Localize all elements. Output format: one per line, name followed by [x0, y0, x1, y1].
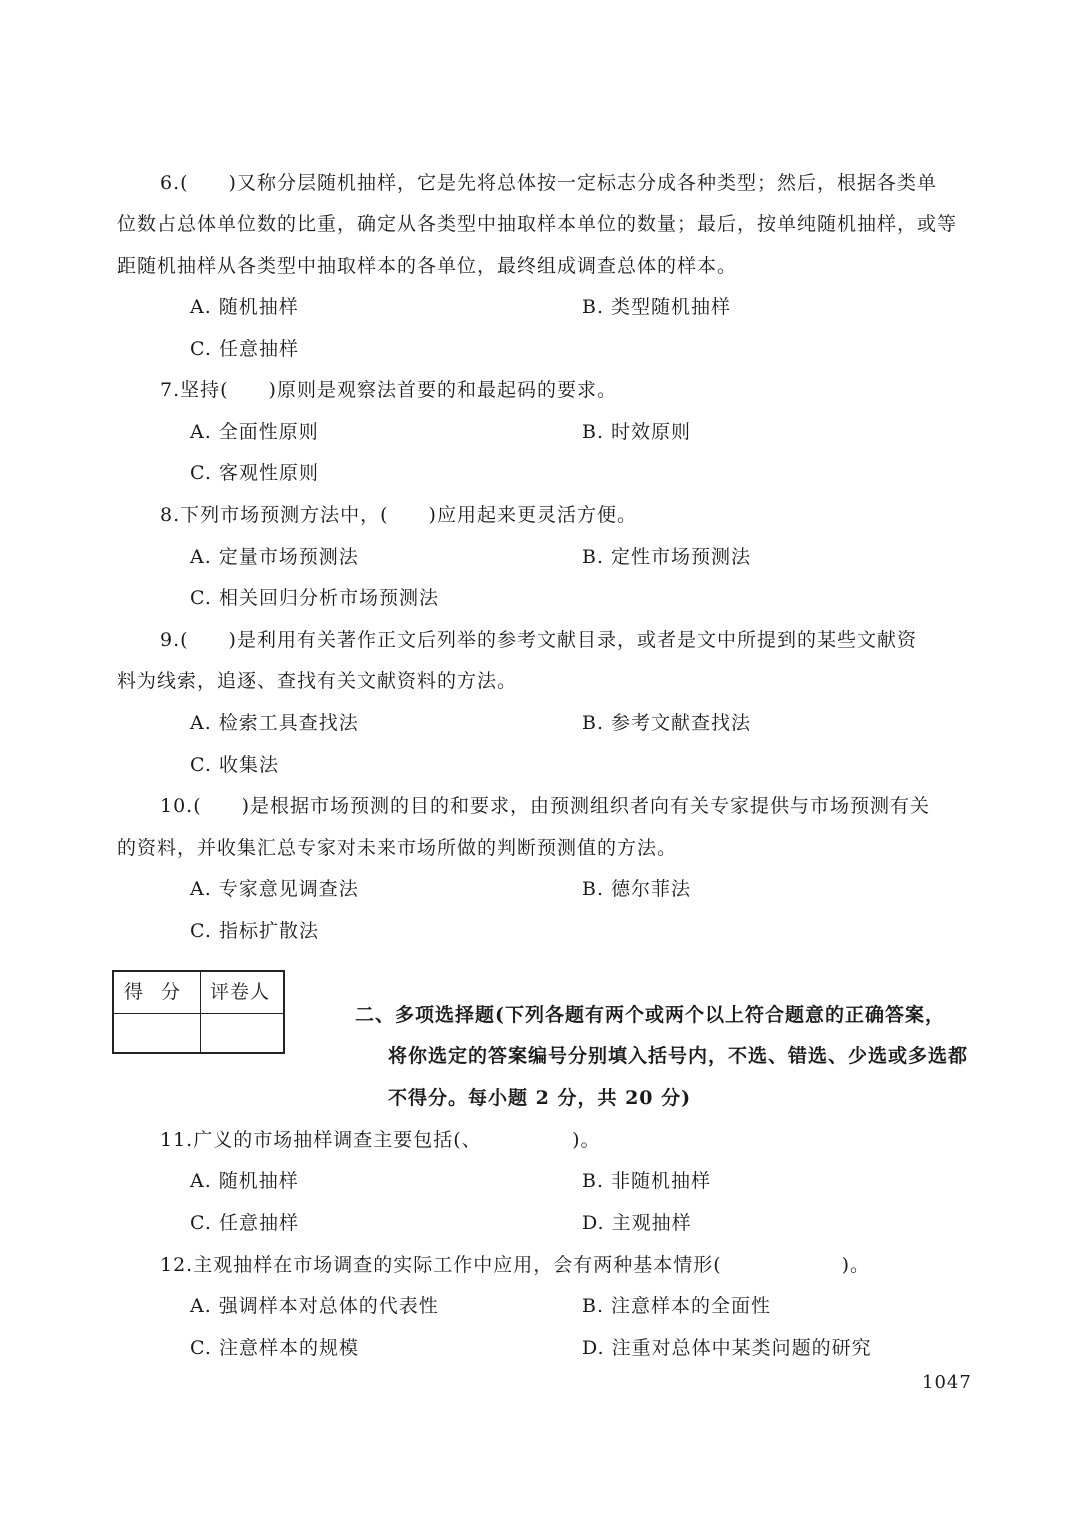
question-7-option-b: B. 时效原则 — [582, 421, 692, 443]
section-2-title-line-3: 不得分。每小题 2 分，共 20 分) — [388, 1087, 692, 1109]
question-7-option-c: C. 客观性原则 — [190, 462, 319, 484]
question-11-option-b: B. 非随机抽样 — [582, 1170, 712, 1192]
question-8-option-c: C. 相关回归分析市场预测法 — [190, 587, 439, 609]
question-10-option-b: B. 德尔菲法 — [582, 878, 692, 900]
question-7-line-1: 7.坚持( )原则是观察法首要的和最起码的要求。 — [160, 379, 617, 401]
question-6-option-a: A. 随机抽样 — [190, 296, 299, 318]
score-label: 得 分 — [124, 981, 187, 1003]
question-11-option-d: D. 主观抽样 — [582, 1212, 692, 1234]
question-6-line-3: 距随机抽样从各类型中抽取样本的各单位，最终组成调查总体的样本。 — [117, 255, 738, 277]
question-7-option-a: A. 全面性原则 — [190, 421, 319, 443]
question-10-line-2: 的资料，并收集汇总专家对未来市场所做的判断预测值的方法。 — [117, 837, 678, 859]
question-6-line-1: 6.( )又称分层随机抽样，它是先将总体按一定标志分成各种类型；然后，根据各类单 — [160, 172, 937, 194]
question-9-option-b: B. 参考文献查找法 — [582, 712, 752, 734]
question-9-line-2: 料为线索，追逐、查找有关文献资料的方法。 — [117, 670, 518, 692]
section-2-title-line-2: 将你选定的答案编号分别填入括号内，不选、错选、少选或多选都 — [388, 1045, 969, 1067]
question-12-option-d: D. 注重对总体中某类问题的研究 — [582, 1337, 872, 1359]
page-number: 1047 — [922, 1372, 972, 1393]
question-12-option-c: C. 注意样本的规模 — [190, 1337, 359, 1359]
question-9-option-a: A. 检索工具查找法 — [190, 712, 359, 734]
score-table-divider — [200, 972, 201, 1052]
question-6-option-c: C. 任意抽样 — [190, 338, 299, 360]
score-table — [112, 970, 285, 1054]
grader-label: 评卷人 — [210, 981, 271, 1003]
question-9-line-1: 9.( )是利用有关著作正文后列举的参考文献目录，或者是文中所提到的某些文献资 — [160, 629, 917, 651]
question-10-line-1: 10.( )是根据市场预测的目的和要求，由预测组织者向有关专家提供与市场预测有关 — [160, 795, 931, 817]
question-11-line-1: 11.广义的市场抽样调查主要包括(、 )。 — [160, 1129, 601, 1151]
question-12-option-a: A. 强调样本对总体的代表性 — [190, 1295, 439, 1317]
question-6-line-2: 位数占总体单位数的比重，确定从各类型中抽取样本单位的数量；最后，按单纯随机抽样，或等 — [117, 213, 958, 235]
question-11-option-c: C. 任意抽样 — [190, 1212, 299, 1234]
question-8-option-a: A. 定量市场预测法 — [190, 546, 359, 568]
question-10-option-c: C. 指标扩散法 — [190, 920, 319, 942]
question-12-line-1: 12.主观抽样在市场调查的实际工作中应用，会有两种基本情形( )。 — [160, 1254, 871, 1276]
section-2-title-line-1: 二、多项选择题(下列各题有两个或两个以上符合题意的正确答案， — [355, 1004, 945, 1026]
question-6-option-b: B. 类型随机抽样 — [582, 296, 732, 318]
question-11-option-a: A. 随机抽样 — [190, 1170, 299, 1192]
question-9-option-c: C. 收集法 — [190, 754, 279, 776]
question-8-line-1: 8.下列市场预测方法中，( )应用起来更灵活方便。 — [160, 504, 637, 526]
question-8-option-b: B. 定性市场预测法 — [582, 546, 752, 568]
question-12-option-b: B. 注意样本的全面性 — [582, 1295, 772, 1317]
question-10-option-a: A. 专家意见调查法 — [190, 878, 359, 900]
